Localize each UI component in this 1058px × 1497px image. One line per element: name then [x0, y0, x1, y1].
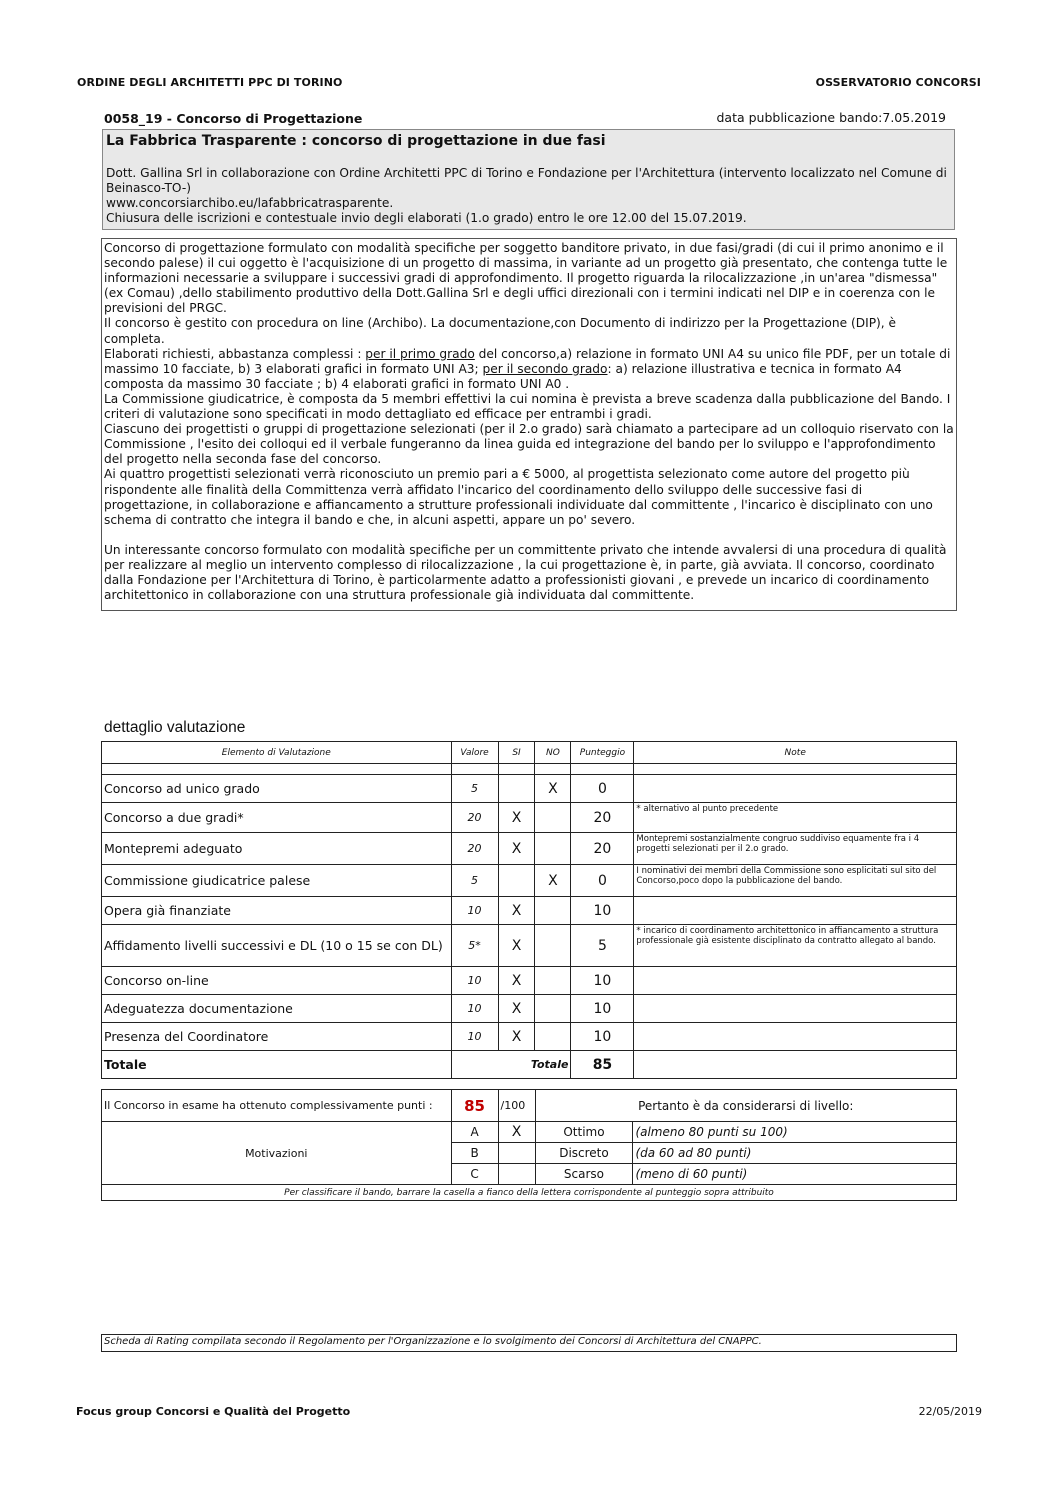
total-row [102, 1051, 957, 1079]
info-line: Chiusura delle iscrizioni e contestuale invio degli elaborati (1.o grado) entro le ore 12.00 del 15.07.2019. [106, 211, 747, 225]
level-row: C Scarso (meno di 60 punti) [102, 1164, 957, 1185]
level-mark[interactable] [498, 1143, 535, 1164]
header-cell: Valore [451, 742, 498, 764]
result-label: Il Concorso in esame ha ottenuto complessivamente punti : [102, 1090, 452, 1122]
table-row: Concorso a due gradi* 20 X 20 * alternativo al punto precedente [102, 803, 957, 833]
description-box [101, 238, 957, 611]
spacer-row [102, 764, 957, 775]
table-row: Affidamento livelli successivi e DL (10 o 15 se con DL) 5* X 5 * incarico di coordinamento architettonico in affiancamento a struttura professionale già esistente disciplinato da contratto allegato al bando. [102, 925, 957, 967]
header-cell: Punteggio [571, 742, 634, 764]
table-row: Commissione giudicatrice palese 5 X 0 I nominativi dei membri della Commissione sono esplicitati sul sito del Concorso,poco dopo la pubblicazione del bando. [102, 865, 957, 897]
evaluation-title: dettaglio valutazione [104, 719, 246, 736]
header-cell: Elemento di Valutazione [102, 742, 452, 764]
level-row: Motivazioni A X Ottimo (almeno 80 punti su 100) [102, 1122, 957, 1143]
description-paragraph: Ciascuno dei progettisti o gruppi di progettazione selezionati (per il 2.o grado) sarà chiamato a partecipare ad un colloquio riservato con la Commissione , l'esito dei colloqui ed il verbale fungeranno da linea guida ed integrazione del bando per lo sviluppo e l'approfondimento del progetto nella seconda fase del concorso. [104, 422, 954, 467]
info-link[interactable]: www.concorsiarchibo.eu/lafabbricatrasparente. [106, 196, 394, 210]
total-score: 85 [571, 1051, 634, 1079]
rating-note: Scheda di Rating compilata secondo il Regolamento per l'Organizzazione e lo svolgimento dei Concorsi di Architettura del CNAPPC. [101, 1334, 957, 1352]
table-row: Opera già finanziate 10 X 10 [102, 897, 957, 925]
description-paragraph: La Commissione giudicatrice, è composta da 5 membri effettivi la cui nomina è prevista a breve scadenza dalla pubblicazione del Bando. I criteri di valutazione sono specificati in modo dettagliato ed efficace per entrambi i gradi. [104, 391, 951, 422]
description-paragraph: Concorso di progettazione formulato con modalità specifiche per soggetto banditore privato, in due fasi/gradi (di cui il primo anonimo e il secondo palese) il cui oggetto è l'acquisizione di un progetto di massima, in variante ad un progetto già presentato, che contenga tutte le informazioni necessarie a sviluppare i successivi gradi di approfondimento. Il progetto riguarda la rilocalizzazione ,in un'area "dismessa"(ex Comau) ,dello stabilimento produttivo della Dott.Gallina Srl e degli uffici direzionali con i termini indicati nel DIP e in coerenza con le previsioni del PRGC. [104, 241, 948, 316]
header-cell: SI [498, 742, 535, 764]
table-row: Montepremi adeguato 20 X 20 Montepremi sostanzialmente congruo suddiviso equamente fra i 4 progetti selezionati per il 2.o grado. [102, 833, 957, 865]
header-organization: ORDINE DEGLI ARCHITETTI PPC DI TORINO [77, 76, 343, 89]
evaluation-table [101, 741, 957, 1079]
header-observatory: OSSERVATORIO CONCORSI [815, 76, 981, 89]
level-row: B Discreto (da 60 ad 80 punti) [102, 1143, 957, 1164]
result-table [101, 1089, 957, 1201]
result-points: 85 [464, 1096, 485, 1115]
table-row: Presenza del Coordinatore 10 X 10 [102, 1023, 957, 1051]
footer-date: 22/05/2019 [918, 1405, 982, 1418]
publication-date: data pubblicazione bando:7.05.2019 [716, 110, 946, 125]
result-row [102, 1090, 957, 1122]
table-row: Adeguatezza documentazione 10 X 10 [102, 995, 957, 1023]
contest-info-box [102, 129, 955, 230]
description-paragraph: Elaborati richiesti, abbastanza complessi : per il primo grado del concorso,a) relazione in formato UNI A4 su unico file PDF, per un totale di massimo 10 facciate, b) 3 elaborati grafici in formato UNI A3; per il secondo grado: a) relazione illustrativa e tecnica in formato A4 composta da massimo 30 facciate ; b) 4 elaborati grafici in formato UNI A0 . [104, 346, 951, 391]
motivazioni-label: Motivazioni [102, 1122, 452, 1185]
level-mark[interactable]: X [498, 1122, 535, 1143]
table-row: Concorso on-line 10 X 10 [102, 967, 957, 995]
description-paragraph: Un interessante concorso formulato con modalità specifiche per un committente privato che intende avvalersi di una procedura di qualità per realizzare al meglio un intervento complesso di rilocalizzazione , la cui progettazione è, in parte, già avviata. Il concorso, coordinato dalla Fondazione per l'Architettura di Torino, è particolarmente adatto a professionisti giovani , e prevede un incarico di coordinamento architettonico in collaborazione con una struttura professionale già individuata dal committente. [104, 542, 947, 603]
info-line: Dott. Gallina Srl in collaborazione con Ordine Architetti PPC di Torino e Fondazione per l'Architettura (intervento localizzato nel Comune di Beinasco-TO-) [106, 166, 947, 195]
instruction-row [102, 1185, 957, 1201]
description-paragraph: Ai quattro progettisti selezionati verrà riconosciuto un premio pari a € 5000, al progettista selezionato come autore del progetto più rispondente alle finalità della Committenza verrà affidato l'incarico del coordinamento dello sviluppo delle successive fasi di progettazione, in collaborazione e affiancamento a strutture professionali individuate dal committente , l'incarico è disciplinato con uno schema di contratto che integra il bando e che, in alcuni aspetti, appare un po' severo. [104, 467, 933, 527]
header-cell: Note [634, 742, 957, 764]
table-row: Concorso ad unico grado 5 X 0 [102, 775, 957, 803]
description-paragraph: Il concorso è gestito con procedura on line (Archibo). La documentazione,con Documento di indirizzo per la Progettazione (DIP), è completa. [104, 316, 897, 346]
total-mid-label: Totale [451, 1051, 571, 1079]
result-level-text: Pertanto è da considerarsi di livello: [535, 1090, 956, 1122]
instruction-text: Per classificare il bando, barrare la casella a fianco della lettera corrispondente al punteggio sopra attribuito [102, 1185, 957, 1201]
contest-title: La Fabbrica Trasparente : concorso di progettazione in due fasi [106, 133, 606, 149]
total-label: Totale [102, 1051, 452, 1079]
level-mark[interactable] [498, 1164, 535, 1185]
header-cell: NO [535, 742, 571, 764]
footer-left: Focus group Concorsi e Qualità del Progetto [76, 1405, 351, 1418]
table-header-row [102, 742, 957, 764]
contest-code: 0058_19 - Concorso di Progettazione [104, 111, 363, 126]
result-out-of: /100 [498, 1090, 535, 1122]
